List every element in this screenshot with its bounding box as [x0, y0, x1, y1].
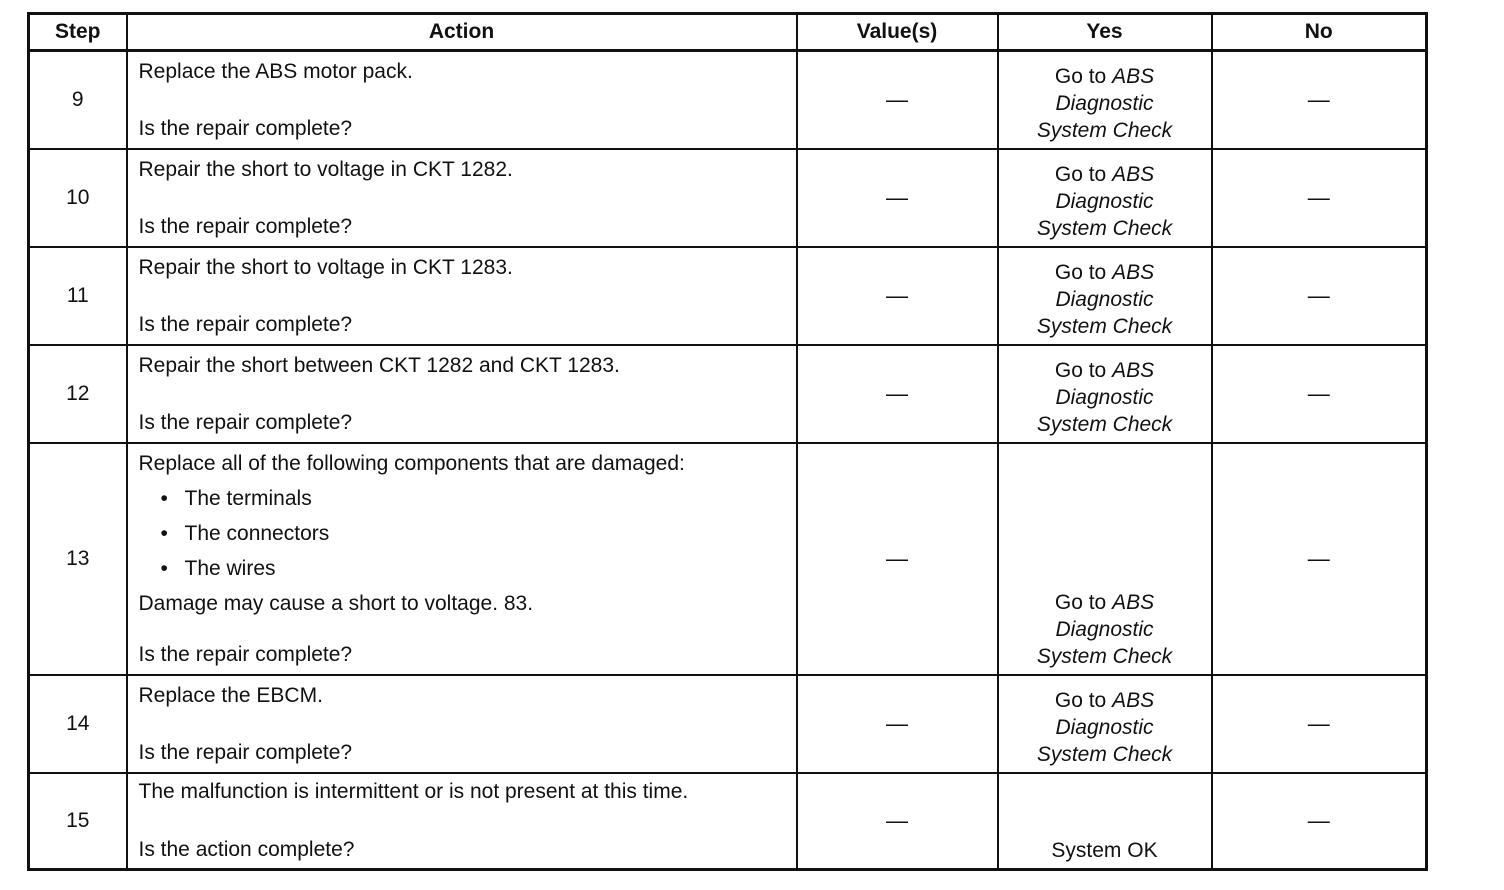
yes-link-abs[interactable]: ABS [1112, 358, 1155, 382]
value-cell: — [797, 149, 998, 247]
yes-link-abs[interactable]: ABS [1112, 688, 1155, 712]
table-row [29, 675, 1427, 773]
list-item: • The connectors [160, 521, 330, 545]
action-text: Repair the short to voltage in CKT 1283. [138, 255, 513, 279]
action-question: Is the repair complete? [138, 642, 353, 666]
table-row [29, 247, 1427, 345]
yes-link-system-check[interactable]: System Check [1036, 644, 1173, 668]
step-number: 13 [29, 443, 127, 675]
action-question: Is the action complete? [138, 837, 355, 861]
value-cell: — [797, 443, 998, 675]
yes-cell [998, 675, 1212, 773]
header-action: Action [127, 14, 797, 51]
bullet-icon: • [160, 556, 168, 580]
action-text: Replace the ABS motor pack. [138, 60, 413, 83]
diagnostic-table [27, 12, 1428, 871]
no-cell: — [1212, 675, 1427, 773]
action-text: The malfunction is intermittent or is not present at this time. [138, 779, 689, 803]
header-step: Step [29, 14, 127, 51]
action-cell [127, 443, 797, 675]
yes-system-ok: System OK [1051, 839, 1158, 862]
bullet-icon: • [160, 486, 168, 510]
yes-link-diagnostic[interactable]: Diagnostic [1055, 91, 1154, 115]
no-cell: — [1212, 773, 1427, 870]
header-row [29, 14, 1427, 51]
action-question: Is the repair complete? [138, 214, 353, 238]
action-cause: Damage may cause a short to voltage. 83. [138, 591, 534, 615]
yes-link-system-check[interactable]: System Check [1036, 742, 1173, 766]
action-text: Repair the short between CKT 1282 and CKT 1283. [138, 353, 620, 377]
no-cell: — [1212, 247, 1427, 345]
yes-link-diagnostic[interactable]: Diagnostic [1055, 287, 1154, 311]
no-cell: — [1212, 345, 1427, 443]
table-row [29, 51, 1427, 149]
action-cell [127, 345, 797, 443]
step-number: 9 [29, 51, 127, 149]
yes-link-system-check[interactable]: System Check [1036, 412, 1173, 436]
value-cell: — [797, 773, 998, 870]
table-row [29, 345, 1427, 443]
action-cell [127, 247, 797, 345]
value-cell: — [797, 345, 998, 443]
action-cell [127, 773, 797, 870]
action-question: Is the repair complete? [138, 410, 353, 434]
step-number: 10 [29, 149, 127, 247]
value-cell: — [797, 247, 998, 345]
table-row [29, 443, 1427, 675]
no-cell: — [1212, 443, 1427, 675]
table-row [29, 149, 1427, 247]
action-question: Is the repair complete? [138, 740, 353, 764]
action-cell [127, 51, 797, 149]
bullet-icon: • [160, 521, 168, 545]
step-number: 15 [29, 773, 127, 870]
component-list [139, 485, 786, 582]
yes-goto: Go to [1054, 358, 1107, 382]
yes-link-system-check[interactable]: System Check [1036, 216, 1173, 240]
yes-cell [998, 51, 1212, 149]
yes-link-abs[interactable]: ABS [1112, 162, 1155, 186]
yes-goto: Go to [1054, 64, 1107, 88]
yes-goto: Go to [1054, 162, 1107, 186]
list-item: • The terminals [160, 486, 312, 510]
yes-link-abs[interactable]: ABS [1112, 64, 1155, 88]
step-number: 11 [29, 247, 127, 345]
action-text: Replace the EBCM. [138, 683, 323, 707]
action-question: Is the repair complete? [138, 312, 353, 336]
action-text: Repair the short to voltage in CKT 1282. [138, 157, 513, 181]
step-number: 12 [29, 345, 127, 443]
action-cell [127, 675, 797, 773]
value-cell: — [797, 51, 998, 149]
no-cell: — [1212, 51, 1427, 149]
yes-cell [998, 247, 1212, 345]
yes-cell [998, 345, 1212, 443]
yes-cell [998, 773, 1212, 870]
step-number: 14 [29, 675, 127, 773]
header-yes: Yes [998, 14, 1212, 51]
yes-link-diagnostic[interactable]: Diagnostic [1055, 385, 1154, 409]
yes-link-diagnostic[interactable]: Diagnostic [1055, 715, 1154, 739]
action-question: Is the repair complete? [138, 117, 353, 140]
yes-goto: Go to [1054, 260, 1107, 284]
yes-cell [998, 443, 1212, 675]
yes-link-system-check[interactable]: System Check [1036, 314, 1173, 338]
yes-link-diagnostic[interactable]: Diagnostic [1055, 189, 1154, 213]
yes-link-abs[interactable]: ABS [1112, 260, 1155, 284]
table-row [29, 773, 1427, 870]
yes-cell [998, 149, 1212, 247]
no-cell: — [1212, 149, 1427, 247]
action-text: Replace all of the following components that are damaged: [138, 451, 685, 475]
value-cell: — [797, 675, 998, 773]
list-item: • The wires [160, 556, 276, 580]
yes-link-diagnostic[interactable]: Diagnostic [1055, 617, 1154, 641]
action-cell [127, 149, 797, 247]
header-no: No [1212, 14, 1427, 51]
yes-goto: Go to [1054, 590, 1107, 614]
yes-link-abs[interactable]: ABS [1112, 590, 1155, 614]
yes-link-system-check[interactable]: System Check [1036, 118, 1173, 142]
header-values: Value(s) [797, 14, 998, 51]
yes-goto: Go to [1054, 688, 1107, 712]
